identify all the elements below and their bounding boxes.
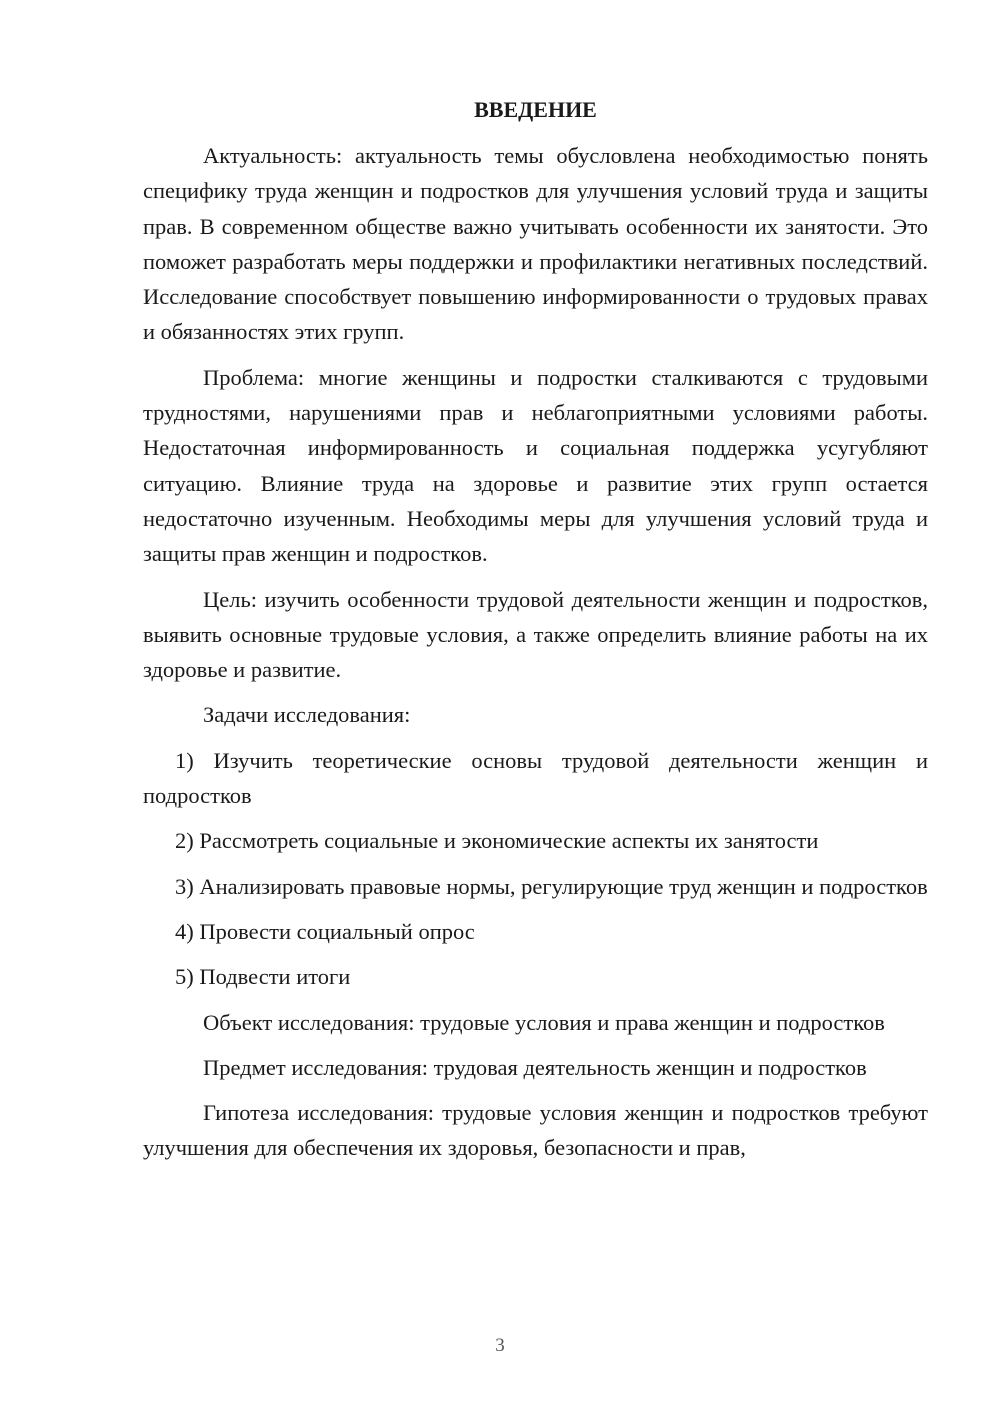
tasks-heading: Задачи исследования:	[203, 702, 411, 728]
task-item: 4) Провести социальный опрос	[175, 918, 475, 944]
paragraph-goal: Цель: изучить особенности трудовой деятельности женщин и подростков, выявить основные трудовые условия, а также определить влияние работы на их здоровье и развитие.	[143, 586, 928, 683]
task-item: 3) Анализировать правовые нормы, регулирующие труд женщин и подростков	[175, 873, 928, 899]
task-item: 5) Подвести итоги	[175, 964, 351, 990]
paragraph-subject: Предмет исследования: трудовая деятельность женщин и подростков	[203, 1054, 867, 1080]
paragraph-relevance: Актуальность: актуальность темы обусловлена необходимостью понять специфику труда женщин и подростков для улучшения условий труда и защиты прав. В современном обществе важно учитывать особенности их занятости. Это поможет разработать меры поддержки и профилактики негативных последствий. Исследование способствует повышению информированности о трудовых правах и обязанностях этих групп.	[143, 143, 928, 345]
page-content	[143, 94, 928, 1166]
paragraph-object: Объект исследования: трудовые условия и права женщин и подростков	[203, 1009, 885, 1035]
paragraph-problem: Проблема: многие женщины и подростки сталкиваются с трудовыми трудностями, нарушениями прав и неблагоприятными условиями работы. Недостаточная информированность и социальная поддержка усугубляют ситуацию. Влияние труда на здоровье и развитие этих групп остается недостаточно изученным. Необходимы меры для улучшения условий труда и защиты прав женщин и подростков.	[143, 364, 928, 567]
paragraph-hypothesis: Гипотеза исследования: трудовые условия женщин и подростков требуют улучшения для обеспечения их здоровья, безопасности и прав,	[143, 1100, 928, 1161]
page-number: 3	[495, 1335, 505, 1356]
section-title: ВВЕДЕНИЕ	[474, 97, 597, 122]
task-item: 2) Рассмотреть социальные и экономические аспекты их занятости	[175, 828, 819, 854]
task-item: 1) Изучить теоретические основы трудовой деятельности женщин и подростков	[143, 747, 928, 809]
